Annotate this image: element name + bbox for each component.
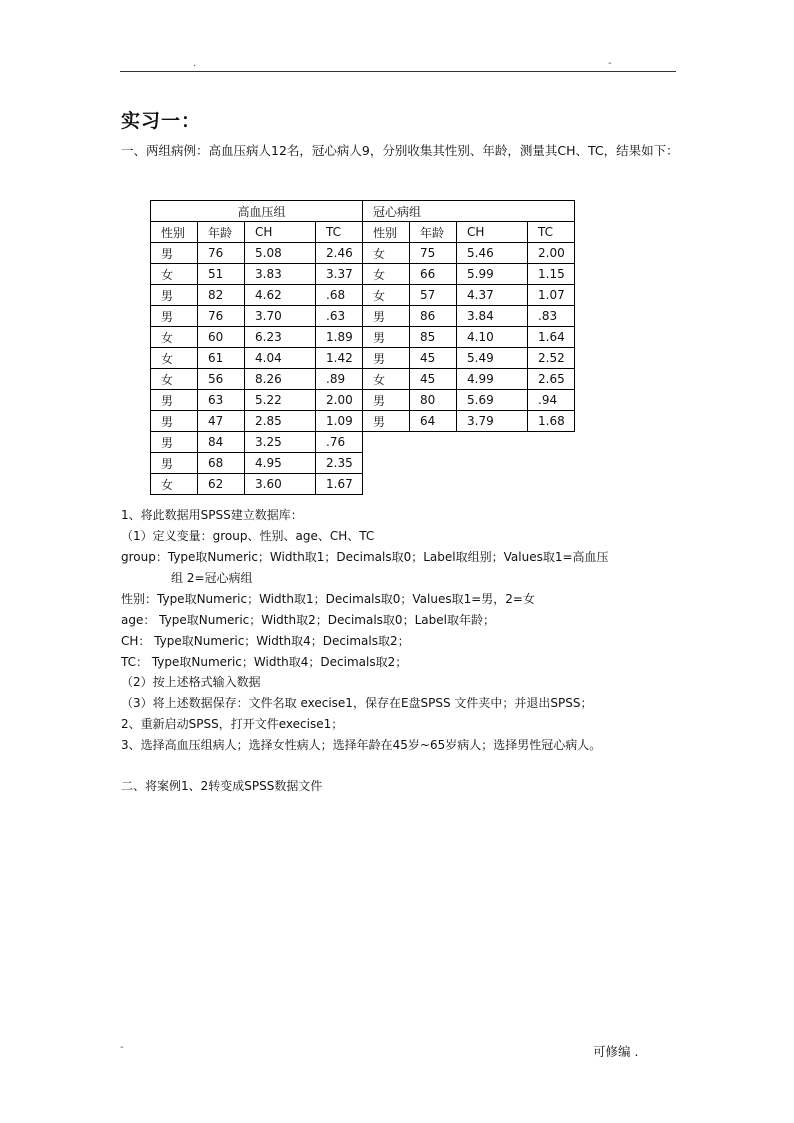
table-cell: 女 xyxy=(151,264,198,285)
table-cell: 2.65 xyxy=(528,369,575,390)
table-cell: 4.04 xyxy=(245,348,316,369)
table-cell: 2.85 xyxy=(245,411,316,432)
table-cell: .68 xyxy=(316,285,363,306)
table-cell: 64 xyxy=(410,411,457,432)
table-cell: .83 xyxy=(528,306,575,327)
table-cell: 5.08 xyxy=(245,243,316,264)
table-cell: 1.15 xyxy=(528,264,575,285)
table-cell: 2.52 xyxy=(528,348,575,369)
table-cell: 4.10 xyxy=(457,327,528,348)
column-header: CH xyxy=(245,222,316,243)
table-cell: 75 xyxy=(410,243,457,264)
tc-definition: TC： Type取Numeric；Width取4；Decimals取2； xyxy=(121,655,408,669)
empty-cell xyxy=(457,432,528,453)
table-cell: 女 xyxy=(363,264,410,285)
table-cell: 45 xyxy=(410,348,457,369)
table-cell: 5.22 xyxy=(245,390,316,411)
table-cell: 3.70 xyxy=(245,306,316,327)
table-cell: 45 xyxy=(410,369,457,390)
table-cell: 85 xyxy=(410,327,457,348)
column-header: CH xyxy=(457,222,528,243)
table-cell: 1.07 xyxy=(528,285,575,306)
table-cell: 3.83 xyxy=(245,264,316,285)
page-title: 实习一： xyxy=(121,110,202,132)
table-cell: 4.37 xyxy=(457,285,528,306)
step-1-2: （2）按上述格式输入数据 xyxy=(121,675,261,689)
table-cell: 男 xyxy=(151,432,198,453)
group-definition-cont: 组 2=冠心病组 xyxy=(171,571,253,585)
footer-text: 可修编 . xyxy=(593,1044,639,1059)
header-rule xyxy=(120,71,676,72)
table-row xyxy=(151,285,575,306)
empty-cell xyxy=(528,453,575,474)
table-cell: .94 xyxy=(528,390,575,411)
empty-cell xyxy=(410,453,457,474)
table-cell: 5.69 xyxy=(457,390,528,411)
table-cell: 1.42 xyxy=(316,348,363,369)
table-cell: 男 xyxy=(363,327,410,348)
group-header-chd: 冠心病组 xyxy=(363,201,575,222)
table-cell: 5.49 xyxy=(457,348,528,369)
empty-cell xyxy=(410,432,457,453)
table-cell: 2.35 xyxy=(316,453,363,474)
table-cell: 3.37 xyxy=(316,264,363,285)
header-mark-left: . xyxy=(193,58,197,69)
table-cell: 86 xyxy=(410,306,457,327)
table-row xyxy=(151,432,575,453)
table-cell: 男 xyxy=(151,411,198,432)
table-row xyxy=(151,306,575,327)
table-cell: 3.84 xyxy=(457,306,528,327)
table-cell: 男 xyxy=(363,348,410,369)
table-cell: 76 xyxy=(198,306,245,327)
table-cell: .76 xyxy=(316,432,363,453)
table-cell: 4.99 xyxy=(457,369,528,390)
step-3: 3、选择高血压组病人；选择女性病人；选择年龄在45岁~65岁病人；选择男性冠心病人。 xyxy=(121,738,602,752)
empty-cell xyxy=(363,432,410,453)
intro-paragraph: 一、两组病例：高血压病人12名，冠心病人9，分别收集其性别、年龄，测量其CH、TC，结果如下： xyxy=(121,143,679,158)
empty-cell xyxy=(457,474,528,495)
sex-definition: 性别：Type取Numeric；Width取1；Decimals取0；Values取1=男，2=女 xyxy=(121,592,535,606)
table-row xyxy=(151,474,575,495)
table-cell: 62 xyxy=(198,474,245,495)
table-cell: 男 xyxy=(151,243,198,264)
table-row xyxy=(151,411,575,432)
table-cell: 84 xyxy=(198,432,245,453)
empty-cell xyxy=(528,474,575,495)
table-cell: 4.95 xyxy=(245,453,316,474)
table-cell: 2.46 xyxy=(316,243,363,264)
table-cell: 2.00 xyxy=(528,243,575,264)
table-cell: 男 xyxy=(151,285,198,306)
table-cell: 57 xyxy=(410,285,457,306)
data-table xyxy=(150,200,575,495)
table-cell: 4.62 xyxy=(245,285,316,306)
table-cell: 男 xyxy=(363,411,410,432)
table-cell: 女 xyxy=(363,369,410,390)
table-cell: 男 xyxy=(151,390,198,411)
table-row xyxy=(151,453,575,474)
table-row xyxy=(151,369,575,390)
age-definition: age： Type取Numeric；Width取2；Decimals取0；Label取年龄； xyxy=(121,613,495,627)
column-header: TC xyxy=(316,222,363,243)
table-cell: 51 xyxy=(198,264,245,285)
step-1-1: （1）定义变量：group、性别、age、CH、TC xyxy=(121,529,375,543)
header-mark-right: - xyxy=(608,58,612,69)
column-header: 年龄 xyxy=(410,222,457,243)
table-row xyxy=(151,348,575,369)
table-cell: 1.89 xyxy=(316,327,363,348)
table-cell: 82 xyxy=(198,285,245,306)
table-cell: 女 xyxy=(151,327,198,348)
table-cell: 3.60 xyxy=(245,474,316,495)
table-cell: 女 xyxy=(151,474,198,495)
ch-definition: CH： Type取Numeric；Width取4；Decimals取2； xyxy=(121,634,410,648)
table-cell: 男 xyxy=(151,306,198,327)
group-header-hypertension: 高血压组 xyxy=(151,201,363,222)
table-cell: 63 xyxy=(198,390,245,411)
table-cell: 1.09 xyxy=(316,411,363,432)
table-cell: 5.99 xyxy=(457,264,528,285)
table-cell: 6.23 xyxy=(245,327,316,348)
table-cell: 1.67 xyxy=(316,474,363,495)
table-cell: 1.68 xyxy=(528,411,575,432)
table-cell: 女 xyxy=(363,285,410,306)
column-header: TC xyxy=(528,222,575,243)
table-cell: 3.25 xyxy=(245,432,316,453)
step-2: 2、重新启动SPSS，打开文件execise1； xyxy=(121,717,344,731)
table-cell: 60 xyxy=(198,327,245,348)
table-row xyxy=(151,390,575,411)
table-cell: 2.00 xyxy=(316,390,363,411)
table-cell: 76 xyxy=(198,243,245,264)
table-cell: 女 xyxy=(151,348,198,369)
table-cell: 男 xyxy=(363,390,410,411)
table-cell: 男 xyxy=(151,453,198,474)
table-cell: 女 xyxy=(151,369,198,390)
column-header: 性别 xyxy=(363,222,410,243)
column-header: 年龄 xyxy=(198,222,245,243)
table-row xyxy=(151,327,575,348)
empty-cell xyxy=(363,453,410,474)
table-cell: 80 xyxy=(410,390,457,411)
table-cell: 女 xyxy=(363,243,410,264)
table-cell: 66 xyxy=(410,264,457,285)
footer-mark-left: - xyxy=(120,1042,124,1053)
column-header: 性别 xyxy=(151,222,198,243)
table-cell: .63 xyxy=(316,306,363,327)
empty-cell xyxy=(457,453,528,474)
table-cell: 8.26 xyxy=(245,369,316,390)
section-2-heading: 二、将案例1、2转变成SPSS数据文件 xyxy=(121,779,323,793)
table-cell: 3.79 xyxy=(457,411,528,432)
step-1-3: （3）将上述数据保存：文件名取 execise1，保存在E盘SPSS 文件夹中；并退出SPSS； xyxy=(121,696,593,710)
table-row xyxy=(151,264,575,285)
table-cell: 男 xyxy=(363,306,410,327)
table-cell: 5.46 xyxy=(457,243,528,264)
empty-cell xyxy=(410,474,457,495)
table-cell: 61 xyxy=(198,348,245,369)
table-cell: 1.64 xyxy=(528,327,575,348)
table-column-header-row xyxy=(151,222,575,243)
table-row xyxy=(151,243,575,264)
group-definition: group：Type取Numeric；Width取1；Decimals取0；Label取组别；Values取1=高血压 xyxy=(121,550,609,564)
table-cell: .89 xyxy=(316,369,363,390)
table-cell: 47 xyxy=(198,411,245,432)
empty-cell xyxy=(363,474,410,495)
step-1: 1、将此数据用SPSS建立数据库： xyxy=(121,508,303,522)
table-cell: 68 xyxy=(198,453,245,474)
table-group-header-row xyxy=(151,201,575,222)
table-cell: 56 xyxy=(198,369,245,390)
empty-cell xyxy=(528,432,575,453)
